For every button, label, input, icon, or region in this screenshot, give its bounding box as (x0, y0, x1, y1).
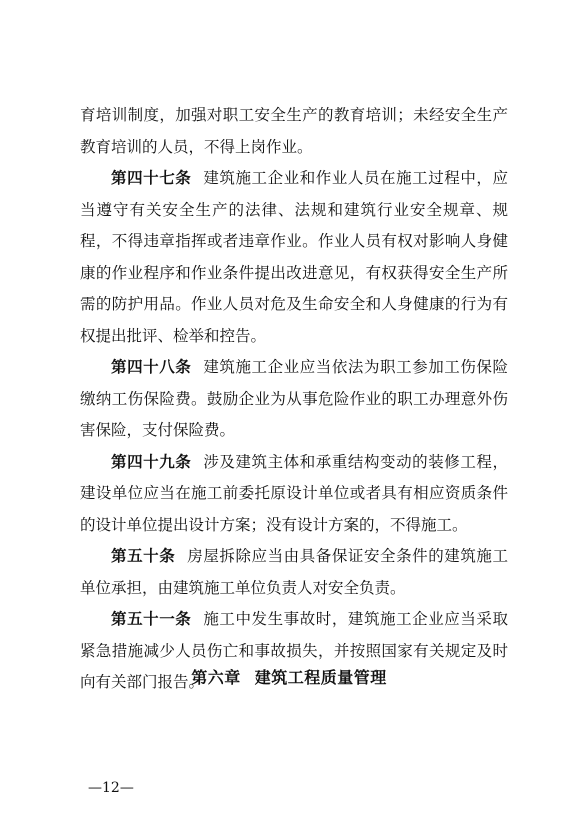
article-text: 建筑施工企业和作业人员在施工过程中，应当遵守有关安全生产的法律、法规和建筑行业安全规章、规程，不得违章指挥或者违章作业。作业人员有权对影响人身健康的作业程序和作业条件提出改进意见，有权获得安全生产所需的防护用品。作业人员对危及生命安全和人身健康的行为有权提出批评、检举和控告。 (80, 169, 508, 345)
article-number: 第五十一条 (111, 610, 192, 628)
paragraph-text: 育培训制度，加强对职工安全生产的教育培训；未经安全生产教育培训的人员，不得上岗作业。 (80, 106, 508, 156)
article-text: 建筑施工企业应当依法为职工参加工伤保险缴纳工伤保险费。鼓励企业为从事危险作业的职工办理意外伤害保险，支付保险费。 (80, 358, 508, 439)
article-text: 涉及建筑主体和承重结构变动的装修工程，建设单位应当在施工前委托原设计单位或者具有相应资质条件的设计单位提出设计方案；没有设计方案的，不得施工。 (80, 452, 508, 534)
article-48 (80, 352, 508, 447)
article-text: 房屋拆除应当由具备保证安全条件的建筑施工单位承担，由建筑施工单位负责人对安全负责。 (80, 547, 508, 597)
document-body (80, 100, 508, 699)
paragraph-continuation (80, 100, 508, 163)
article-50 (80, 541, 508, 604)
chapter-title: 建筑工程质量管理 (254, 668, 387, 687)
article-number: 第四十八条 (111, 358, 192, 376)
page-number: —12— (88, 780, 134, 796)
article-number: 第五十条 (111, 547, 176, 565)
article-text: 施工中发生事故时，建筑施工企业应当采取紧急措施减少人员伤亡和事故损失，并按照国家有关规定及时向有关部门报告。 (80, 610, 508, 691)
article-number: 第四十九条 (111, 452, 192, 471)
article-49 (80, 447, 508, 542)
chapter-heading (0, 665, 578, 688)
chapter-number: 第六章 (191, 668, 241, 687)
article-number: 第四十七条 (111, 169, 192, 187)
article-47 (80, 163, 508, 352)
